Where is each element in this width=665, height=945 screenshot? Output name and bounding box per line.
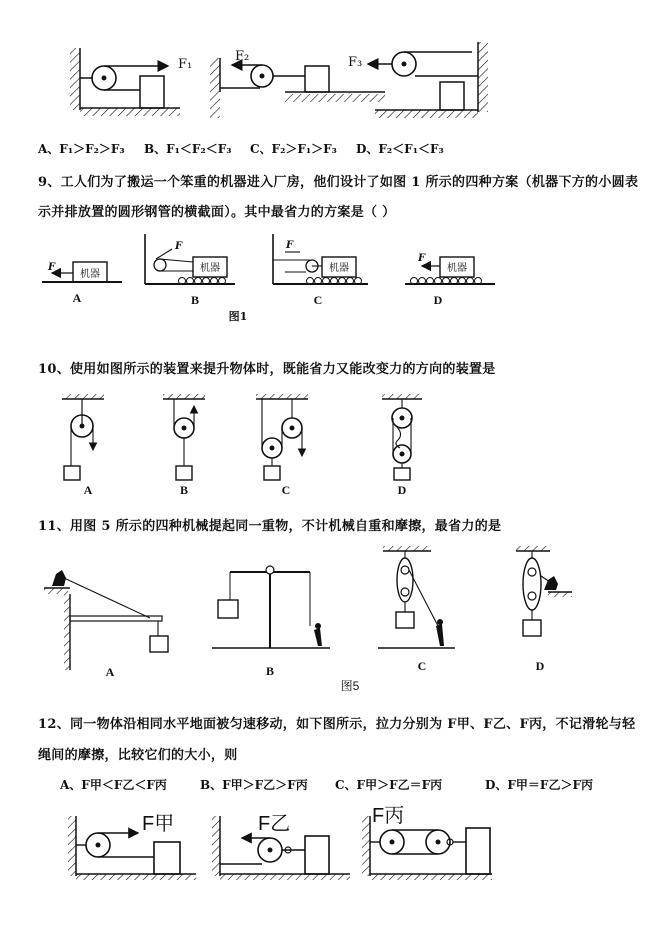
machine-label-d: D (535, 659, 545, 673)
q9-text-line1: 9、工人们为了搬运一个笨重的机器进入厂房，他们设计了如图 1 所示的四种方案（机器下方的小圆表 (38, 175, 639, 190)
q12-text-line2: 绳间的摩擦，比较它们的大小，则 (38, 748, 238, 763)
machine-label: 机器 (447, 263, 467, 274)
pulley-diagram-f3 (348, 42, 488, 118)
scheme-label-d: D (433, 293, 443, 307)
label-f-yi: F乙 (258, 813, 291, 835)
figure-pulleys-top (0, 30, 665, 150)
figure-q12-pulleys (0, 802, 665, 892)
scheme-label-b: B (190, 293, 200, 307)
machine-label: 机器 (200, 263, 220, 274)
pulley-device-c (256, 394, 308, 497)
q8-option-c[interactable]: C、F₂＞F₁＞F₃ (250, 142, 337, 156)
machine-label-c: C (417, 659, 427, 673)
figure-1-caption: 图1 (228, 310, 248, 323)
q12-option-d[interactable]: D、F甲＝F乙＞F丙 (485, 778, 593, 792)
q12-text-line1: 12、同一物体沿相同水平地面被匀速移动，如下图所示，拉力分别为 F甲、F乙、F丙，不记滑轮与轻 (38, 717, 636, 732)
force-label: F (175, 241, 183, 252)
scheme-label-c: C (313, 293, 323, 307)
pulley-setup-bing (362, 805, 492, 880)
machine-label-a: A (105, 665, 115, 679)
q10-text: 10、使用如图所示的装置来提升物体时，既能省力又能改变力的方向的装置是 (38, 362, 496, 377)
pulley-setup-yi (212, 813, 350, 880)
force-label: F (418, 253, 426, 264)
label-f-bing: F丙 (372, 805, 405, 827)
device-label-c: C (281, 483, 291, 497)
q11-text: 11、用图 5 所示的四种机械提起同一重物，不计机械自重和摩擦，最省力的是 (38, 519, 502, 534)
q8-option-a[interactable]: A、F₁＞F₂＞F₃ (38, 142, 125, 156)
q12-option-a[interactable]: A、F甲＜F乙＜F丙 (60, 778, 167, 792)
pulley-device-a (62, 394, 104, 497)
figure-5-caption: 图5 (340, 679, 360, 693)
q8-option-d[interactable]: D、F₂＜F₁＜F₃ (356, 142, 444, 156)
q8-option-b[interactable]: B、F₁＜F₂＜F₃ (144, 142, 232, 156)
scheme-b (145, 234, 235, 307)
machine-b (212, 566, 330, 678)
machine-label-b: B (265, 664, 275, 678)
machine-label: 机器 (329, 263, 349, 274)
force-label: F (48, 262, 56, 273)
device-label-a: A (83, 483, 93, 497)
device-label-d: D (397, 483, 407, 497)
pulley-setup-jia (68, 813, 196, 880)
label-f1: F₁ (178, 57, 193, 72)
force-label: F (286, 240, 294, 251)
pulley-device-d (382, 394, 422, 497)
label-f2: F₂ (235, 49, 250, 64)
pulley-device-b (163, 394, 205, 497)
scheme-c (273, 234, 368, 307)
scheme-a (42, 262, 122, 305)
machine-label: 机器 (80, 269, 100, 280)
machine-c (378, 546, 455, 673)
q12-option-b[interactable]: B、F甲＞F乙＞F丙 (200, 778, 308, 792)
label-f-jia: F甲 (142, 813, 175, 835)
pulley-diagram-f1 (70, 48, 192, 116)
q12-option-c[interactable]: C、F甲＞F乙＝F丙 (335, 778, 443, 792)
machine-d (516, 546, 572, 673)
scheme-label-a: A (72, 291, 82, 305)
figure-q10-pulleys (0, 388, 665, 498)
label-f3: F₃ (348, 55, 363, 70)
figure-1-machine-schemes (0, 232, 665, 327)
scheme-d (405, 253, 495, 307)
figure-5-machines (0, 540, 665, 700)
machine-a (44, 570, 168, 679)
device-label-b: B (179, 483, 189, 497)
q9-text-line2: 示并排放置的圆形钢管的横截面）。其中最省力的方案是（ ） (38, 205, 396, 220)
